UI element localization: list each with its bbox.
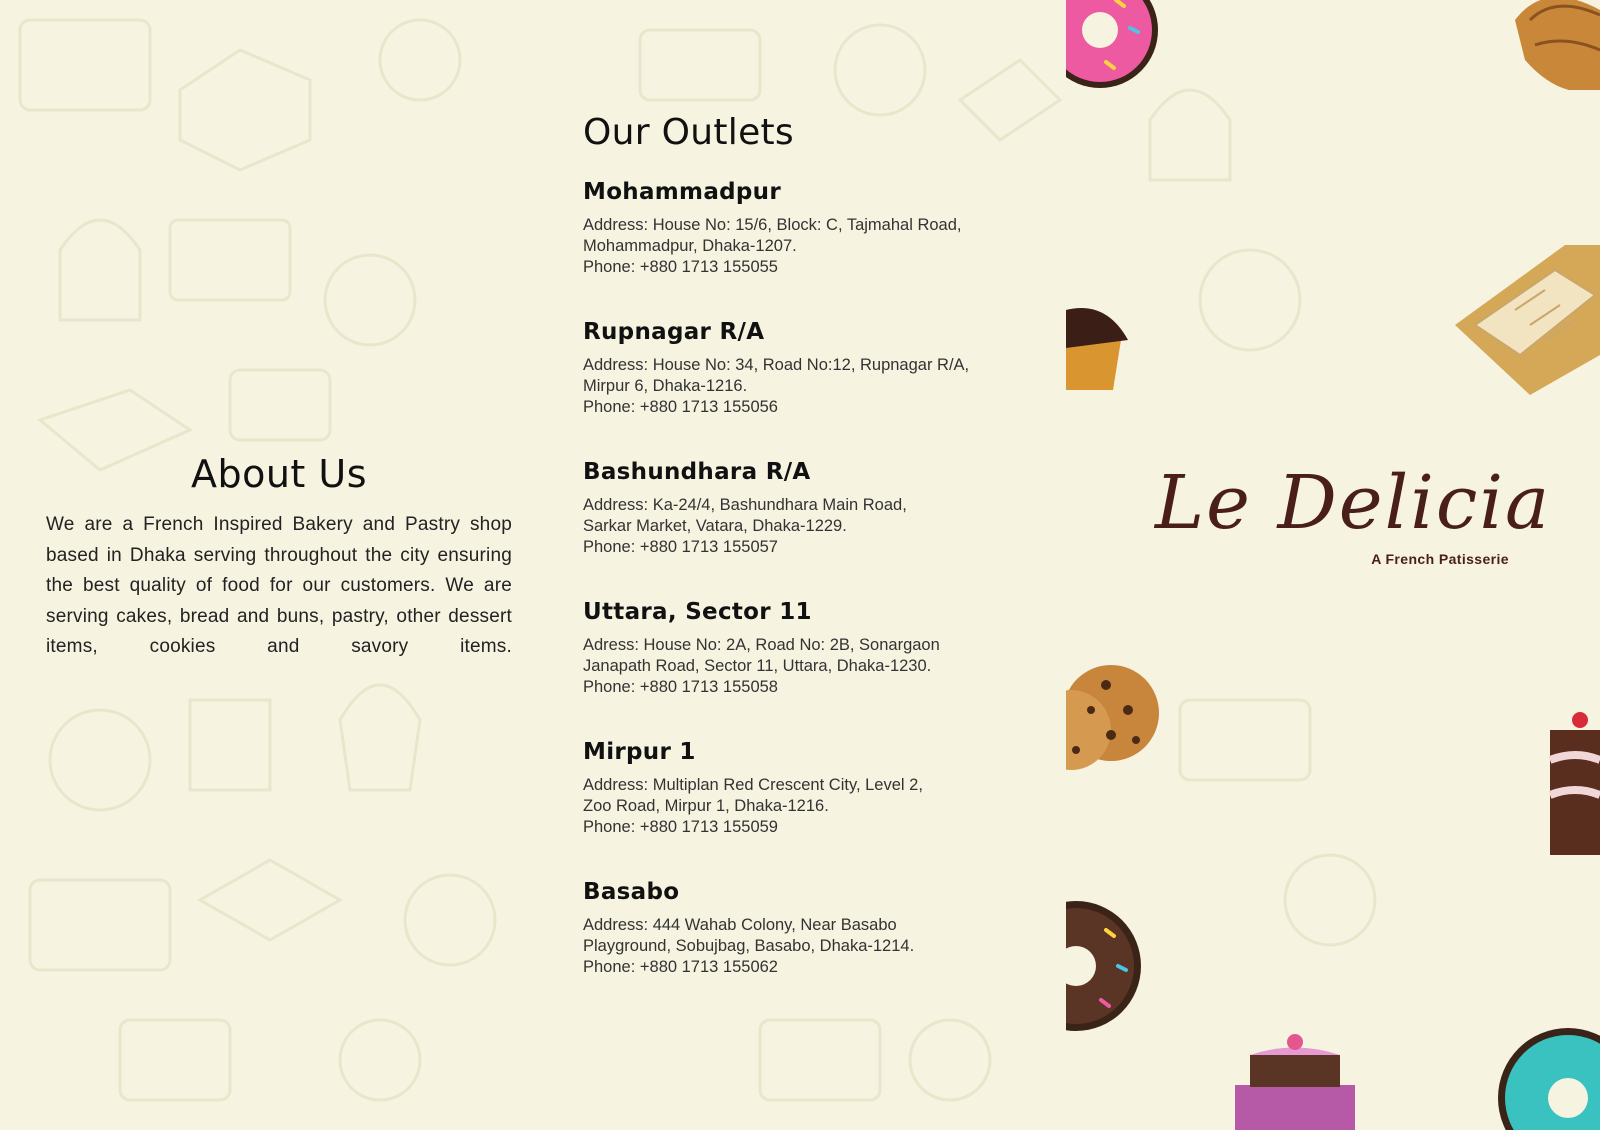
outlet-phone: Phone: +880 1713 155056	[583, 398, 778, 416]
about-title: About Us	[190, 452, 368, 496]
outlet-item	[583, 459, 1053, 599]
outlets-title: Our Outlets	[583, 112, 794, 153]
brand-tagline: A French Patisserie	[1371, 551, 1509, 567]
outlet-address-line: Address: Ka-24/4, Bashundhara Main Road,	[583, 496, 907, 514]
birthday-cake-icon	[1230, 1030, 1360, 1130]
outlet-item	[583, 319, 1053, 459]
outlet-address-line: Address: House No: 15/6, Block: C, Tajmahal Road,	[583, 216, 962, 234]
outlet-address-line: Address: 444 Wahab Colony, Near Basabo	[583, 916, 897, 934]
about-section	[46, 452, 512, 663]
outlet-name: Rupnagar R/A	[583, 319, 765, 345]
outlet-phone: Phone: +880 1713 155058	[583, 678, 778, 696]
outlet-address-line: Mohammadpur, Dhaka-1207.	[583, 237, 797, 255]
brand-logo	[1155, 455, 1552, 567]
outlet-name: Uttara, Sector 11	[583, 599, 812, 625]
layer-cake-slice-icon	[1540, 710, 1600, 855]
cookies-icon	[1066, 655, 1161, 780]
outlet-address-line: Address: House No: 34, Road No:12, Rupnagar R/A,	[583, 356, 970, 374]
outlet-name: Mirpur 1	[583, 739, 696, 765]
outlet-item	[583, 179, 1053, 319]
outlet-address-line: Playground, Sobujbag, Basabo, Dhaka-1214.	[583, 937, 915, 955]
outlet-name: Basabo	[583, 879, 680, 905]
outlet-address-line: Janapath Road, Sector 11, Uttara, Dhaka-1230.	[583, 657, 932, 675]
pink-donut-icon	[1066, 0, 1166, 95]
outlets-section	[583, 112, 1053, 1019]
outlet-name: Mohammadpur	[583, 179, 781, 205]
brand-name: Le Delicia	[1155, 460, 1552, 546]
outlet-phone: Phone: +880 1713 155057	[583, 538, 778, 556]
outlet-item	[583, 879, 1053, 1019]
chocolate-cupcake-icon	[1066, 305, 1131, 390]
croissant-icon	[1505, 0, 1600, 90]
about-body: We are a French Inspired Bakery and Pastry shop based in Dhaka serving throughout the city ensuring the best quality of food for our customers. We are serving cakes, bread and buns, pastry, other dessert items, cookies and savory items.	[46, 514, 512, 657]
outlet-address-line: Address: Multiplan Red Crescent City, Level 2,	[583, 776, 923, 794]
outlet-address-line: Zoo Road, Mirpur 1, Dhaka-1216.	[583, 797, 829, 815]
outlet-address-line: Sarkar Market, Vatara, Dhaka-1229.	[583, 517, 847, 535]
outlet-phone: Phone: +880 1713 155055	[583, 258, 778, 276]
outlet-phone: Phone: +880 1713 155059	[583, 818, 778, 836]
outlet-item	[583, 739, 1053, 879]
chocolate-donut-icon	[1066, 900, 1146, 1035]
outlet-address-line: Adress: House No: 2A, Road No: 2B, Sonargaon	[583, 636, 940, 654]
outlet-name: Bashundhara R/A	[583, 459, 811, 485]
outlet-address-line: Mirpur 6, Dhaka-1216.	[583, 377, 748, 395]
bread-board-icon	[1455, 245, 1600, 395]
outlet-phone: Phone: +880 1713 155062	[583, 958, 778, 976]
teal-donut-icon	[1498, 1028, 1600, 1130]
outlet-item	[583, 599, 1053, 739]
